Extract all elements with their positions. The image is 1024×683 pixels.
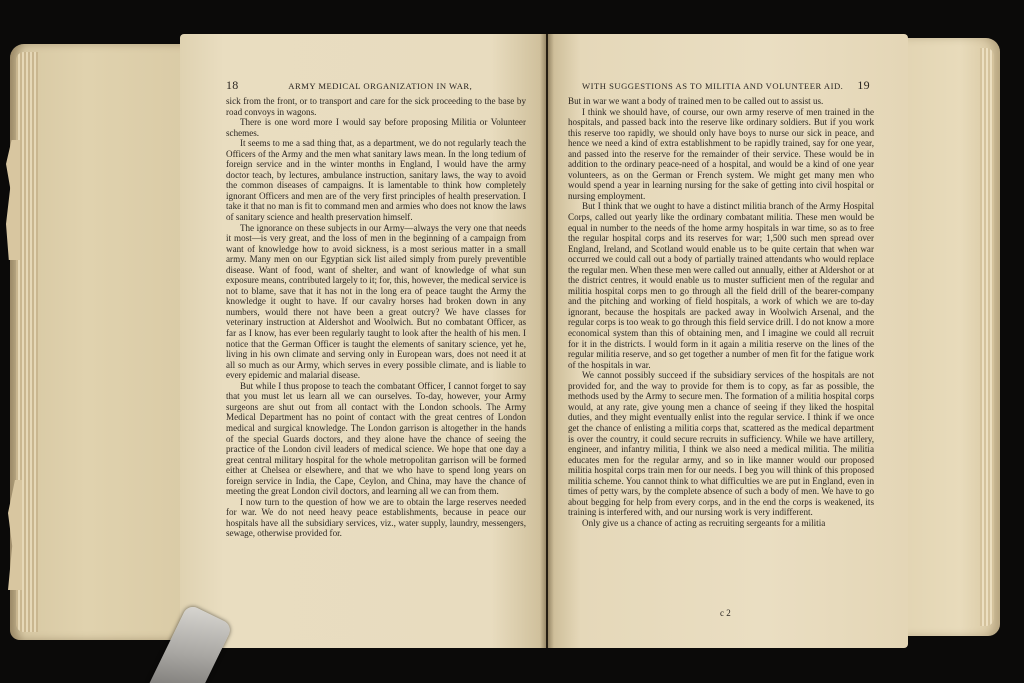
paragraph: It seems to me a sad thing that, as a department, we do not regularly teach the Officers of the Army and the men what sanitary laws mean. In the long tedium of foreign service and in the winter months in England, I would have the army doctor teach, by lectures, ambulance instruction, sanitary laws, the way to avoid the common diseases of campaigns. It is lamentable to think how completely ignorant Officers and men are of the very first principles of health preservation. I take it that no man is fit to command men and armies who does not know the laws of sanitary science and health preservation himself. [226, 138, 526, 223]
book-gutter [540, 34, 554, 648]
torn-page-edge [6, 140, 20, 260]
left-running-head [226, 78, 522, 93]
left-page [180, 34, 546, 648]
running-title-left: ARMY MEDICAL ORGANIZATION IN WAR, [288, 81, 473, 91]
paragraph: But I think that we ought to have a distinct militia branch of the Army Hospital Corps, called out yearly like the ordinary combatant militia. These men would be equal in number to the needs of the home army hospitals in war time, so as to free the regular hospital corps and its reserves for war; 1,500 such men spread over England, Ireland, and Scotland would enable us to be quite certain that when war occurred we could call out a body of partially trained attendants who would replace the regular men. When these men were called out annually, either at Aldershot or at the district centres, it would enable us to muster sufficient men of the regular and militia hospital corps men to go through all the field drill of the bearer-company and the pitching and working of field hospitals, a work of which we are to-day ignorant, because the hospitals are packed away in Woolwich Arsenal, and the regular corps is too weak to go through this field service drill. I do not know a more economical system than this of obtaining men, and I imagine we could all recruit for it in the districts. I would form in it again a militia reserve on the lines of the regular militia reserve, and so get together a number of men fit for the fatigue work of the hospitals in war. [568, 201, 874, 370]
running-title-right: WITH SUGGESTIONS AS TO MILITIA AND VOLUNTEER AID. [582, 81, 844, 91]
paragraph: I now turn to the question of how we are to obtain the large reserves needed for war. We do not need heavy peace establishments, because in peace our hospitals have all the subsidiary services, viz., water supply, laundry, messengers, sewage, otherwise provided for. [226, 496, 526, 539]
right-page [548, 34, 908, 648]
page-number-right: 19 [857, 78, 870, 92]
paragraph: But in war we want a body of trained men to be called out to assist us. [568, 96, 824, 106]
paragraph: Only give us a chance of acting as recruiting sergeants for a militia [582, 517, 826, 528]
paragraph: I think we should have, of course, our own army reserve of men trained in the hospitals, and passed back into the reserve like ordinary soldiers. But if you work this reserve too rapidly, we should only have boys to nurse our sick in peace, and hence we need a kind of extra establishment to be rapidly trained, say for one year, and passed into the reserve for the remainder of their service. These would be in addition to the ordinary peace-need of a hospital, and would be a kind of one year volunteers, as on the German or French system. We might get many men who would spend a year in learning nursing for the sake of getting into civil hospital or nursing employment. [568, 106, 874, 201]
left-page-edges [10, 44, 200, 640]
paragraph: But while I thus propose to teach the combatant Officer, I cannot forget to say that you must let us learn all we can ourselves. To-day, however, your Army surgeons are shut out from all contact with the London schools. The Army Medical Department has no point of contact with the great centres of London medical and surgical knowledge. The London garrison is altogether in the hands of the special Guards doctors, and they alone have the chance of seeing the practice of the London civil leaders of medical science. We hope that one day a great central military hospital for the whole metropolitan garrison will be formed either at Chelsea or elsewhere, and that we who have to spend long years on foreign service in India, the Cape, Ceylon, and China, may have the chance of meeting the great London civil doctors, and learning all we can from them. [226, 380, 526, 497]
right-running-head [568, 78, 870, 93]
paragraph: sick from the front, or to transport and care for the sick proceeding to the base by road convoys in wagons. [226, 96, 526, 117]
left-page-body [226, 96, 526, 539]
page-number-left: 18 [226, 78, 239, 92]
right-page-body [568, 96, 874, 528]
signature-mark: c 2 [720, 608, 731, 618]
paragraph: We cannot possibly succeed if the subsidiary services of the hospitals are not provided for, and the way to provide for them is to copy, as far as possible, the methods used by the Army to secure men. The formation of a militia hospital corps would, at any rate, give young men a chance of seeing if they liked the hospital duties, and they might eventually enlist into the regular service. I think if we once get the chance of enlisting a militia corps that, scattered as the medical department is over the country, it could secure recruits in sufficiency. While we have artillery, engineer, and infantry militia, I think we also need a medical militia. The militia educates men for the regular army, and so in like manner would our proposed militia hospital corps train men for our needs. I beg you will think of this proposed militia scheme. You cannot think to what difficulties we are put in England, even in times of petty wars, by the complete absence of such a body of men. We have to go about begging for help from every corps, and in the end the corps is weakened, its training is interfered with, and our nursing work is very indifferent. [568, 370, 874, 518]
paragraph: The ignorance on these subjects in our Army—always the very one that needs it most—is very great, and the loss of men in the beginning of a campaign from want of knowledge how to avoid sickness, is a most serious matter in a small army. Many men on our Egyptian sick list ailed simply from purely preventible disease. Want of food, want of shelter, and want of knowledge of what sun exposure means, contributed largely to it; for, this, however, the medical service is not to blame, save that it has not in the long era of peace taught the Army the knowledge it ought to have. If our cavalry horses had broken down in any numbers, would there not have been a great outcry? We have classes for veterinary instruction at Aldershot and Woolwich. But no combatant Officer, as far as I know, has ever been regularly taught to look after the health of his men. I notice that the German Officer is taught the elements of sanitary science, yet he, living in his own climate and serving only in European wars, does not need it at all so much as our Army, which serves in every possible climate, and is liable to every epidemic and malarial disease. [226, 222, 526, 381]
paragraph: There is one word more I would say before proposing Militia or Volunteer schemes. [226, 117, 526, 138]
right-page-edges [900, 38, 1000, 636]
